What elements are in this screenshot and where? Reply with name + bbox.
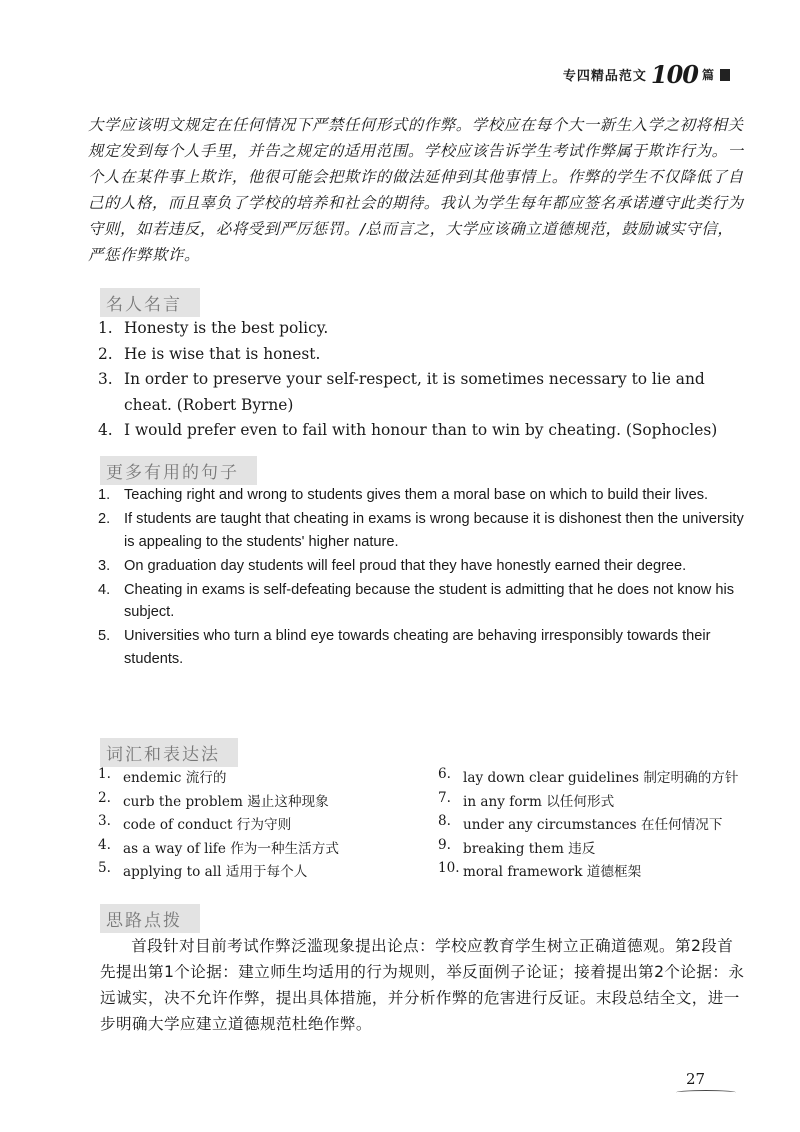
analysis-paragraph: 首段针对目前考试作弊泛滥现象提出论点：学校应教育学生树立正确道德观。第2段首先提出第1个论据：建立师生均适用的行为规则，举反面例子论证；接着提出第2个论据：永远诚实，决不允许作弊，提出具体措施，并分析作弊的危害进行反证。末段总结全文，进一步明确大学应建立道德规范杜绝作弊。	[100, 937, 745, 1033]
list-item: 8. under any circumstances 在任何情况下	[438, 813, 723, 833]
list-item: 1. Teaching right and wrong to students gives them a moral base on which to build their lives.	[98, 487, 709, 503]
quotes-list	[98, 316, 748, 444]
section-title-sentences: 更多有用的句子	[100, 456, 257, 485]
list-item: 9. breaking them 违反	[438, 836, 596, 857]
section-title-analysis: 思路点拨	[100, 904, 200, 933]
page-number-swoosh	[676, 1090, 736, 1095]
page-number: 27	[686, 1070, 706, 1088]
section-title-quotes: 名人名言	[100, 288, 200, 317]
list-item: 1. Honesty is the best policy.	[98, 319, 329, 337]
list-item: 2. He is wise that is honest.	[98, 344, 321, 363]
section-title-vocabulary: 词汇和表达法	[100, 738, 238, 767]
essay-paragraph: 大学应该明文规定在任何情况下严禁任何形式的作弊。学校应在每个大一新生入学之初将相关规定发到每个人手里，并告之规定的适用范围。学校应该告诉学生考试作弊属于欺诈行为。一个人在某件事上欺诈，他很可能会把欺诈的做法延伸到其他事情上。作弊的学生不仅降低了自己的人格，而且辜负了学校的培养和社会的期待。我认为学生每年都应签名承诺遵守此类行为守则，如若违反，必将受到严厉惩罚。/总而言之，大学应该确立道德规范，鼓励诚实守信，严惩作弊欺诈。	[88, 116, 744, 264]
book-number: 100	[650, 60, 698, 89]
list-item: 5. Universities who turn a blind eye towards cheating are behaving irresponsibly towards their students.	[98, 628, 711, 667]
sentences-list	[98, 484, 748, 672]
list-item: 4. as a way of life 作为一种生活方式	[98, 836, 339, 857]
list-item: 3. code of conduct 行为守则	[98, 813, 292, 833]
vocabulary-list	[98, 766, 748, 884]
running-header	[563, 60, 730, 89]
list-item: 4. I would prefer even to fail with honour than to win by cheating. (Sophocles)	[98, 421, 718, 439]
list-item: 3. In order to preserve your self-respect, it is sometimes necessary to lie and cheat. (Robert Byrne)	[98, 370, 705, 414]
list-item: 3. On graduation day students will feel proud that they have honestly earned their degree.	[98, 557, 687, 574]
list-item: 2. curb the problem 遏止这种现象	[98, 789, 329, 810]
list-item: 4. Cheating in exams is self-defeating because the student is admitting that he does not know his subject.	[98, 581, 735, 620]
list-item: 5. applying to all 适用于每个人	[98, 860, 308, 880]
list-item: 10. moral framework 道德框架	[438, 860, 642, 880]
header-mark-icon	[720, 69, 730, 81]
list-item: 7. in any form 以任何形式	[438, 789, 615, 810]
list-item: 2. If students are taught that cheating in exams is wrong because it is dishonest then the university is appealing to the students' higher nature.	[98, 511, 744, 550]
list-item: 6. lay down clear guidelines 制定明确的方针	[438, 766, 739, 786]
list-item: 1. endemic 流行的	[98, 766, 227, 786]
book-title: 专四精品范文	[562, 69, 647, 84]
book-unit: 篇	[701, 68, 714, 82]
